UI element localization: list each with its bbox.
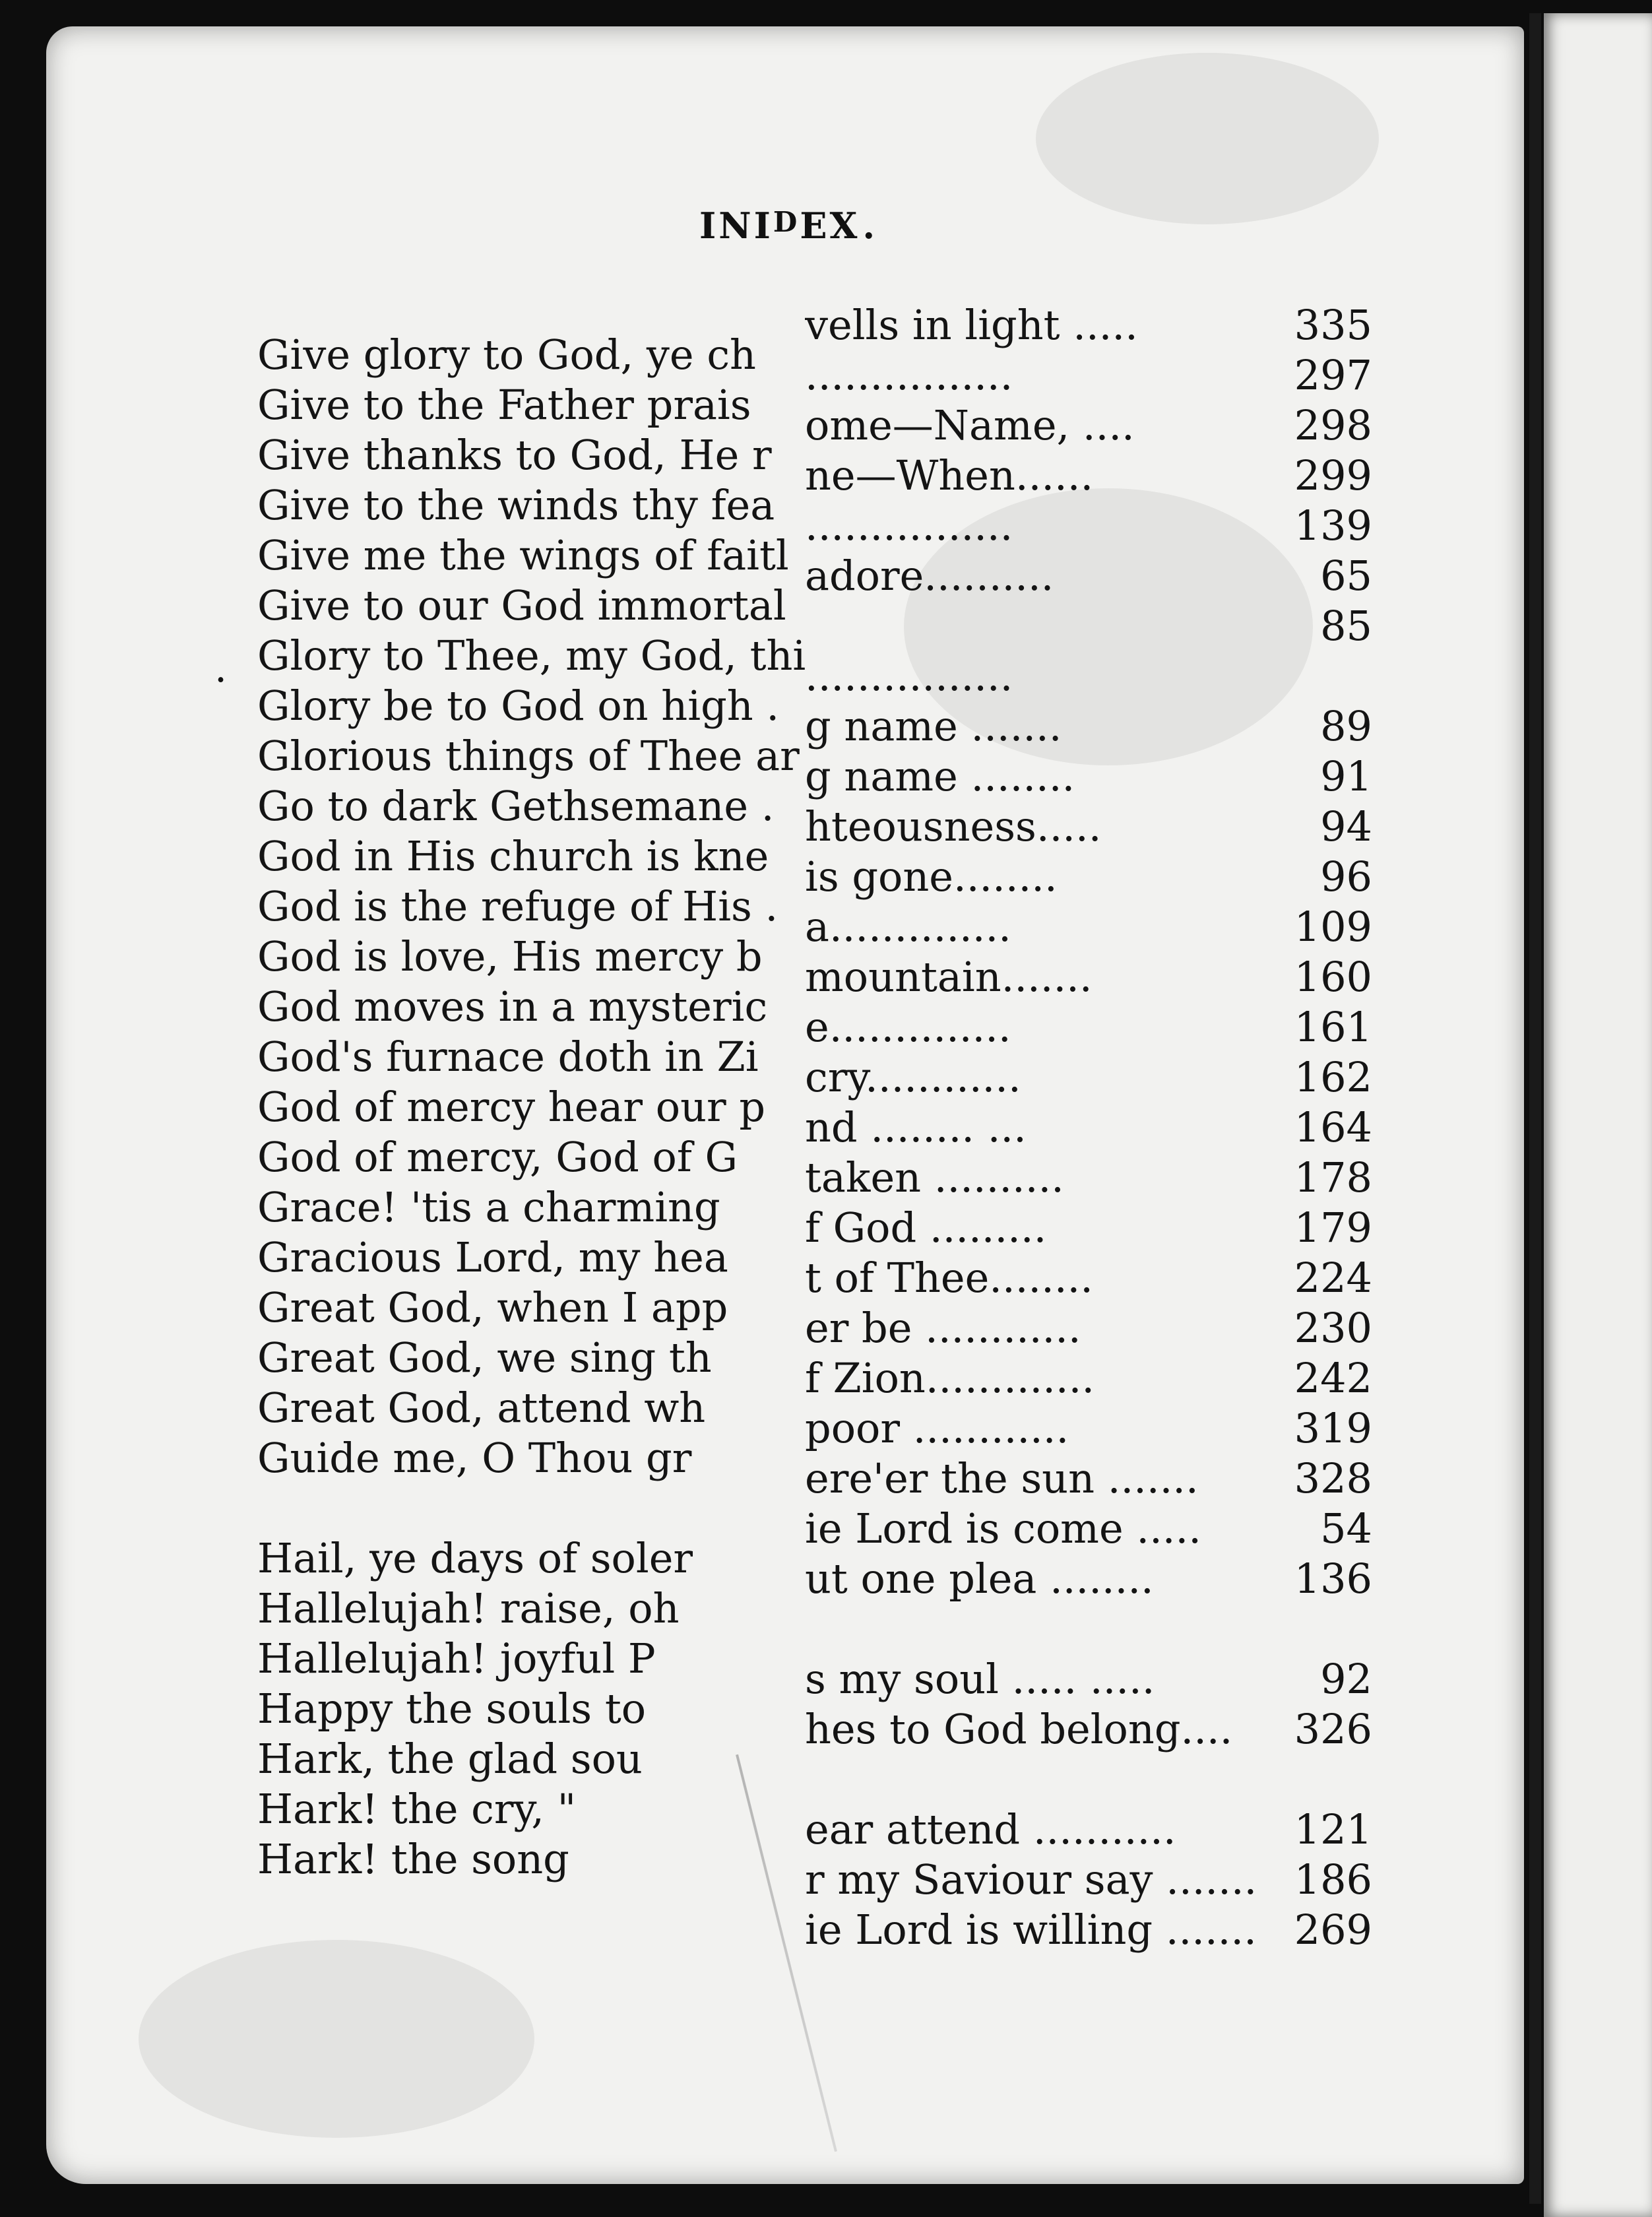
index-entry-start: Give glory to God, ye ch xyxy=(257,331,756,379)
entry-fragment: ome—Name, .... xyxy=(805,401,1135,449)
heading-dot: . xyxy=(862,205,878,247)
index-entry-end xyxy=(805,1805,1372,1855)
heading-left: INI xyxy=(699,205,773,247)
index-entry-start: Guide me, O Thou gr xyxy=(257,1434,692,1482)
page-number: 136 xyxy=(1294,1555,1372,1603)
entry-fragment: ne—When...... xyxy=(805,451,1094,499)
index-entry-start: God is the refuge of His . xyxy=(257,882,778,930)
index-entry-end xyxy=(805,1855,1372,1905)
index-entry-end xyxy=(805,1504,1372,1554)
entry-fragment: vells in light ..... xyxy=(805,301,1138,349)
heading-middle: D xyxy=(773,206,800,238)
page-number: 121 xyxy=(1294,1805,1372,1853)
index-entry-end xyxy=(805,501,1372,551)
entry-fragment: e.............. xyxy=(805,1003,1011,1051)
index-entry-end xyxy=(805,1604,1372,1654)
entry-fragment: ................ xyxy=(805,501,1013,550)
page-number: 164 xyxy=(1294,1103,1372,1151)
index-entry-start: Happy the souls to xyxy=(257,1685,647,1733)
entry-fragment: g name ....... xyxy=(805,702,1062,750)
page-number: 299 xyxy=(1294,451,1372,499)
index-entry-end xyxy=(805,601,1372,651)
index-entry-end xyxy=(805,401,1372,451)
index-entry-start: Give to the Father prais xyxy=(257,381,751,429)
entry-fragment: ut one plea ........ xyxy=(805,1555,1154,1603)
index-entry-end xyxy=(805,1704,1372,1754)
index-entry-end xyxy=(805,802,1372,852)
index-entry-end xyxy=(805,1754,1372,1805)
entry-fragment: hes to God belong.... xyxy=(805,1705,1233,1753)
entry-fragment: ................ xyxy=(805,652,1013,700)
index-entry-end xyxy=(805,1153,1372,1203)
index-entry-start: Glorious things of Thee ar xyxy=(257,732,800,780)
index-entry-start: Hark, the glad sou xyxy=(257,1735,643,1783)
page-number: 91 xyxy=(1320,752,1372,800)
index-entry-end xyxy=(805,952,1372,1002)
page-gutter xyxy=(1529,13,1541,2204)
index-entry-start: Hail, ye days of soler xyxy=(257,1534,693,1582)
index-entry-start: Great God, when I app xyxy=(257,1283,728,1332)
entry-fragment: a.............. xyxy=(805,903,1011,951)
page-number: 224 xyxy=(1294,1254,1372,1302)
index-entry-start: Give me the wings of faitl xyxy=(257,531,789,579)
index-entry-end xyxy=(805,1905,1372,1955)
entry-fragment: s my soul ..... ..... xyxy=(805,1655,1155,1703)
entry-fragment: ie Lord is willing ....... xyxy=(805,1906,1257,1954)
margin-bullet: . xyxy=(214,645,228,691)
page-number: 179 xyxy=(1294,1204,1372,1252)
page-number: 326 xyxy=(1294,1705,1372,1753)
entry-fragment: f God ......... xyxy=(805,1204,1047,1252)
index-entry-start: God of mercy hear our p xyxy=(257,1083,766,1131)
index-entry-start: Great God, we sing th xyxy=(257,1333,712,1382)
index-entry-end xyxy=(805,1002,1372,1052)
page-number: 242 xyxy=(1294,1354,1372,1402)
index-entry-start: Hallelujah! raise, oh xyxy=(257,1584,680,1632)
entry-fragment: r my Saviour say ....... xyxy=(805,1855,1257,1904)
entry-fragment: mountain....... xyxy=(805,953,1093,1001)
entry-fragment: ie Lord is come ..... xyxy=(805,1504,1201,1553)
entry-fragment: cry............ xyxy=(805,1053,1021,1101)
page-number xyxy=(1293,651,1372,701)
entry-fragment: taken .......... xyxy=(805,1153,1064,1202)
entry-fragment: f Zion............. xyxy=(805,1354,1095,1402)
index-entry-end xyxy=(805,1353,1372,1403)
index-entry-start: Go to dark Gethsemane . xyxy=(257,782,775,830)
page-number xyxy=(1293,1604,1372,1654)
index-right-column xyxy=(805,300,1372,1955)
index-entry-end xyxy=(805,701,1372,752)
page-number: 230 xyxy=(1294,1304,1372,1352)
page-number: 162 xyxy=(1294,1053,1372,1101)
entry-fragment: is gone........ xyxy=(805,852,1058,901)
page-number: 335 xyxy=(1294,301,1372,349)
index-entry-start: God moves in a mysteric xyxy=(257,982,768,1031)
entry-fragment: hteousness..... xyxy=(805,802,1102,851)
index-entry-start: Glory be to God on high . xyxy=(257,682,780,730)
entry-fragment: ................ xyxy=(805,351,1013,399)
index-entry-start: Hallelujah! joyful P xyxy=(257,1634,656,1683)
page-number: 328 xyxy=(1294,1454,1372,1502)
page-number: 186 xyxy=(1294,1855,1372,1904)
index-entry-end xyxy=(805,1203,1372,1253)
entry-fragment: g name ........ xyxy=(805,752,1075,800)
page-number: 297 xyxy=(1294,351,1372,399)
index-entry-start: Hark! the cry, " xyxy=(257,1785,577,1833)
index-entry-end xyxy=(805,752,1372,802)
page-number xyxy=(1293,1754,1372,1805)
index-left-column xyxy=(257,330,851,1884)
page-number: 109 xyxy=(1294,903,1372,951)
index-entry-start: Glory to Thee, my God, thi xyxy=(257,631,806,680)
index-entry-end xyxy=(805,1403,1372,1454)
index-entry-end xyxy=(805,1103,1372,1153)
index-entry-end xyxy=(805,1554,1372,1604)
page-number: 139 xyxy=(1294,501,1372,550)
heading-right: EX xyxy=(800,205,860,247)
index-entry-end xyxy=(805,1052,1372,1103)
index-entry-end xyxy=(805,1303,1372,1353)
page-number: 65 xyxy=(1320,552,1372,600)
page-number: 92 xyxy=(1320,1655,1372,1703)
entry-fragment: er be ............ xyxy=(805,1304,1081,1352)
index-entry-start: Give thanks to God, He r xyxy=(257,431,772,479)
index-entry-end xyxy=(805,350,1372,401)
page-number: 269 xyxy=(1294,1906,1372,1954)
book-page-right xyxy=(1544,13,1652,2217)
page-number: 96 xyxy=(1320,852,1372,901)
page-number: 160 xyxy=(1294,953,1372,1001)
page-number: 298 xyxy=(1294,401,1372,449)
page-number: 161 xyxy=(1294,1003,1372,1051)
index-entry-end xyxy=(805,651,1372,701)
index-entry-start: Give to our God immortal xyxy=(257,581,786,629)
index-entry-end xyxy=(805,902,1372,952)
index-entry-start: God's furnace doth in Zi xyxy=(257,1033,759,1081)
index-entry-start xyxy=(257,1483,851,1533)
index-entry-start: Great God, attend wh xyxy=(257,1384,706,1432)
page-number: 94 xyxy=(1320,802,1372,851)
index-entry-start: God of mercy, God of G xyxy=(257,1133,738,1181)
entry-fragment: ere'er the sun ....... xyxy=(805,1454,1199,1502)
index-entry-start: Give to the winds thy fea xyxy=(257,481,775,529)
index-entry-start: God is love, His mercy b xyxy=(257,932,763,980)
index-entry-end xyxy=(805,300,1372,350)
index-heading xyxy=(699,205,877,247)
entry-fragment: poor ............ xyxy=(805,1404,1069,1452)
index-entry-end xyxy=(805,1454,1372,1504)
index-entry-end xyxy=(805,451,1372,501)
index-entry-end xyxy=(805,1654,1372,1704)
entry-fragment: ear attend ........... xyxy=(805,1805,1176,1853)
page-number: 89 xyxy=(1320,702,1372,750)
index-entry-end xyxy=(805,852,1372,902)
page-number: 54 xyxy=(1320,1504,1372,1553)
page-number: 178 xyxy=(1294,1153,1372,1202)
page-number: 319 xyxy=(1294,1404,1372,1452)
entry-fragment: nd ........ ... xyxy=(805,1103,1027,1151)
index-entry-end xyxy=(805,1253,1372,1303)
page-number: 85 xyxy=(1320,602,1372,650)
index-entry-end xyxy=(805,551,1372,601)
entry-fragment: adore.......... xyxy=(805,552,1054,600)
entry-fragment: t of Thee........ xyxy=(805,1254,1093,1302)
index-entry-start: Gracious Lord, my hea xyxy=(257,1233,728,1281)
index-entry-start: Hark! the song xyxy=(257,1835,569,1883)
index-entry-start: God in His church is kne xyxy=(257,832,769,880)
index-entry-start: Grace! 'tis a charming xyxy=(257,1183,720,1231)
